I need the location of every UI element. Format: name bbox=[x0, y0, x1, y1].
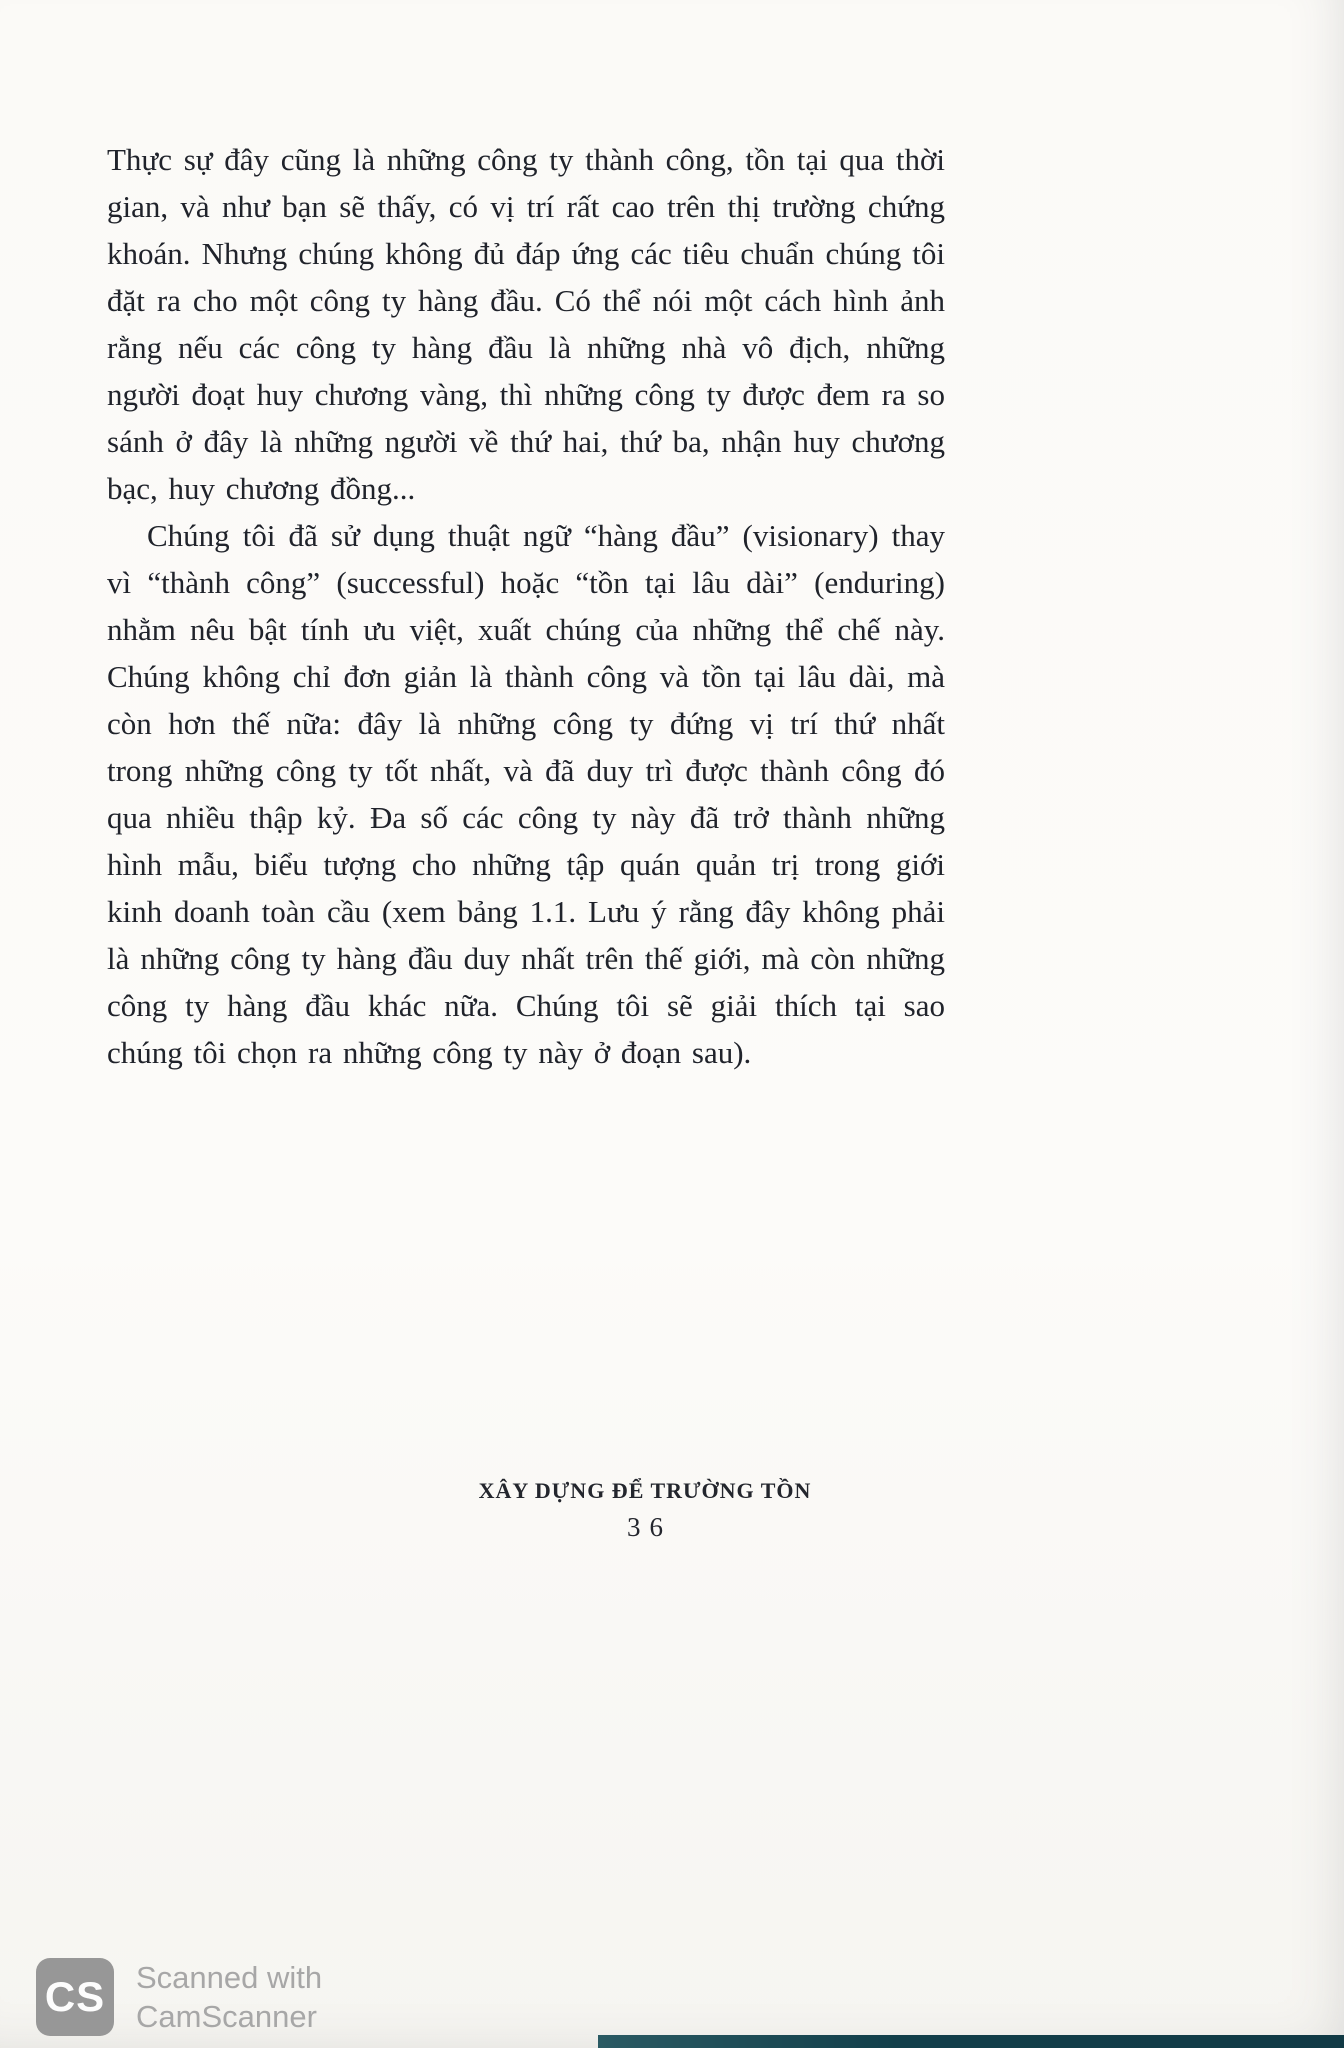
body-text bbox=[107, 136, 945, 1076]
paragraph-2: Chúng tôi đã sử dụng thuật ngữ “hàng đầu” (visionary) thay vì “thành công” (successful) hoặc “tồn tại lâu dài” (enduring) nhằm nêu bật tính ưu việt, xuất chúng của những thể chế này. Chúng không chỉ đơn giản là thành công và tồn tại lâu dài, mà còn hơn thế nữa: đây là những công ty đứng vị trí thứ nhất trong những công ty tốt nhất, và đã duy trì được thành công đó qua nhiều thập kỷ. Đa số các công ty này đã trở thành những hình mẫu, biểu tượng cho những tập quán quản trị trong giới kinh doanh toàn cầu (xem bảng 1.1. Lưu ý rằng đây không phải là những công ty hàng đầu duy nhất trên thế giới, mà còn những công ty hàng đầu khác nữa. Chúng tôi sẽ giải thích tại sao chúng tôi chọn ra những công ty này ở đoạn sau). bbox=[107, 518, 945, 1070]
page-number: 36 bbox=[627, 1512, 672, 1542]
camscanner-watermark bbox=[36, 1958, 322, 2036]
camscanner-logo-icon: CS bbox=[36, 1958, 114, 2036]
watermark-line-2: CamScanner bbox=[136, 1999, 317, 2034]
scan-edge-strip bbox=[598, 2035, 1344, 2048]
camscanner-watermark-text bbox=[136, 1958, 322, 2036]
paragraph-1: Thực sự đây cũng là những công ty thành công, tồn tại qua thời gian, và như bạn sẽ thấy, có vị trí rất cao trên thị trường chứng khoán. Nhưng chúng không đủ đáp ứng các tiêu chuẩn chúng tôi đặt ra cho một công ty hàng đầu. Có thể nói một cách hình ảnh rằng nếu các công ty hàng đầu là những nhà vô địch, những người đoạt huy chương vàng, thì những công ty được đem ra so sánh ở đây là những người về thứ hai, thứ ba, nhận huy chương bạc, huy chương đồng... bbox=[107, 142, 945, 506]
page-footer bbox=[0, 1478, 1290, 1543]
running-title: XÂY DỰNG ĐỂ TRƯỜNG TỒN bbox=[478, 1478, 812, 1503]
watermark-line-1: Scanned with bbox=[136, 1960, 323, 1995]
